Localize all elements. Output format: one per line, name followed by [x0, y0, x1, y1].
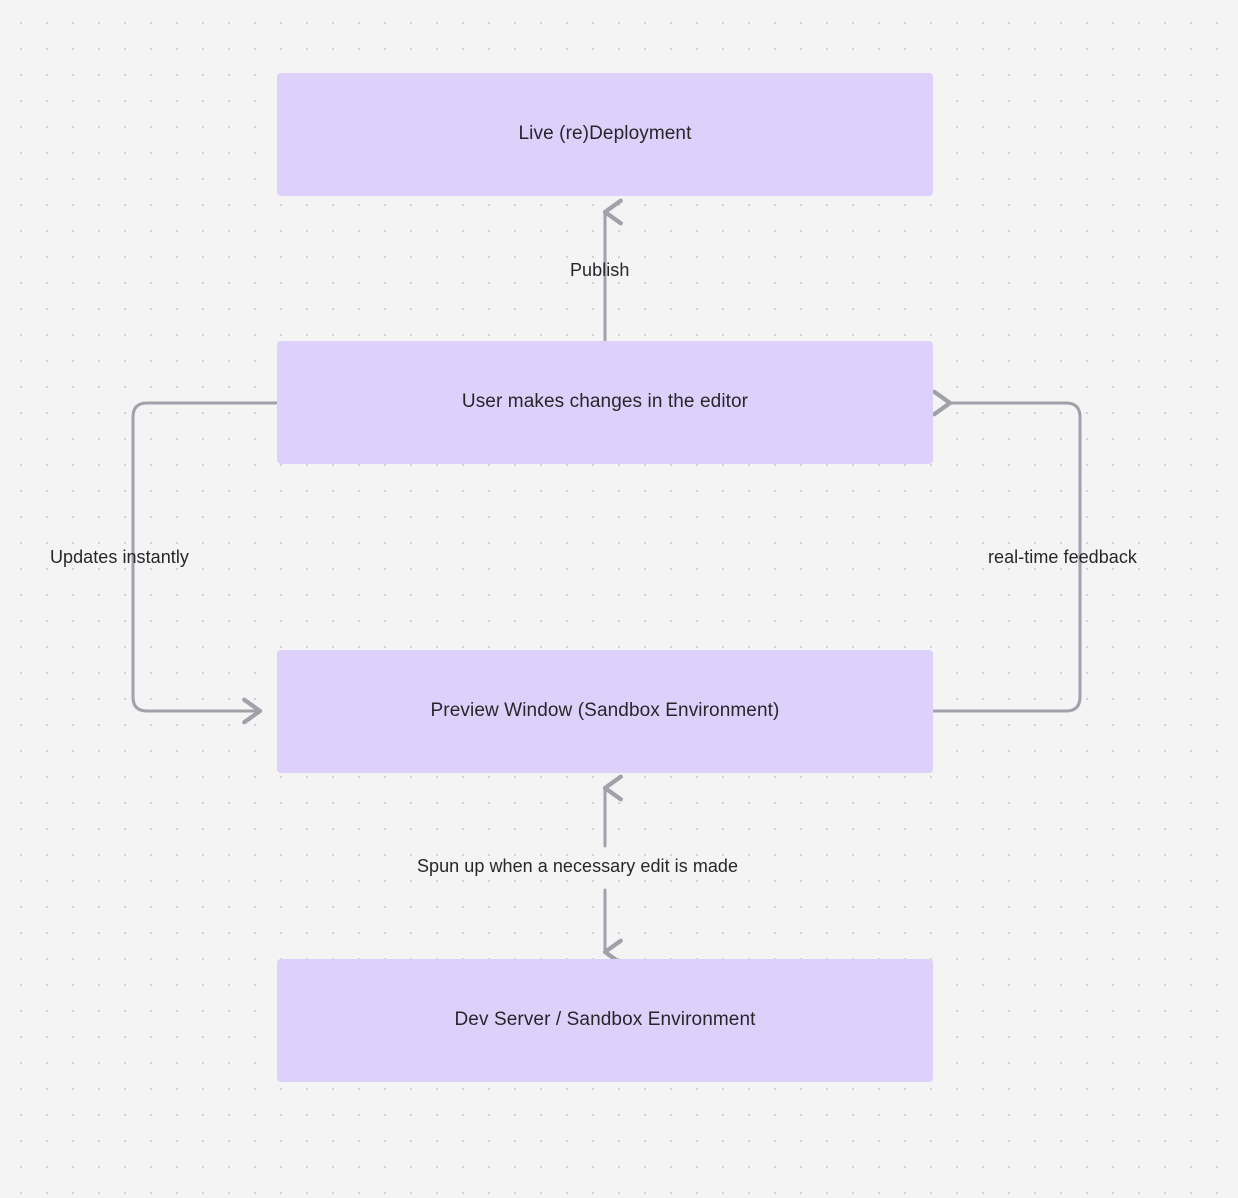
node-user-edits-label: User makes changes in the editor [461, 391, 749, 413]
node-preview-window-label: Preview Window (Sandbox Environment) [430, 700, 780, 722]
node-user-edits[interactable] [277, 341, 933, 464]
node-live-deployment-label: Live (re)Deployment [518, 123, 692, 145]
node-preview-window[interactable] [277, 650, 933, 773]
edge-label-updates-instantly: Updates instantly [50, 547, 189, 567]
edge-label-publish: Publish [570, 260, 630, 280]
node-live-deployment[interactable] [277, 73, 933, 196]
node-dev-server[interactable] [277, 959, 933, 1082]
node-dev-server-label: Dev Server / Sandbox Environment [454, 1009, 756, 1031]
edge-label-spun-up: Spun up when a necessary edit is made [417, 856, 739, 876]
edge-label-real-time-feedback: real-time feedback [988, 547, 1137, 567]
